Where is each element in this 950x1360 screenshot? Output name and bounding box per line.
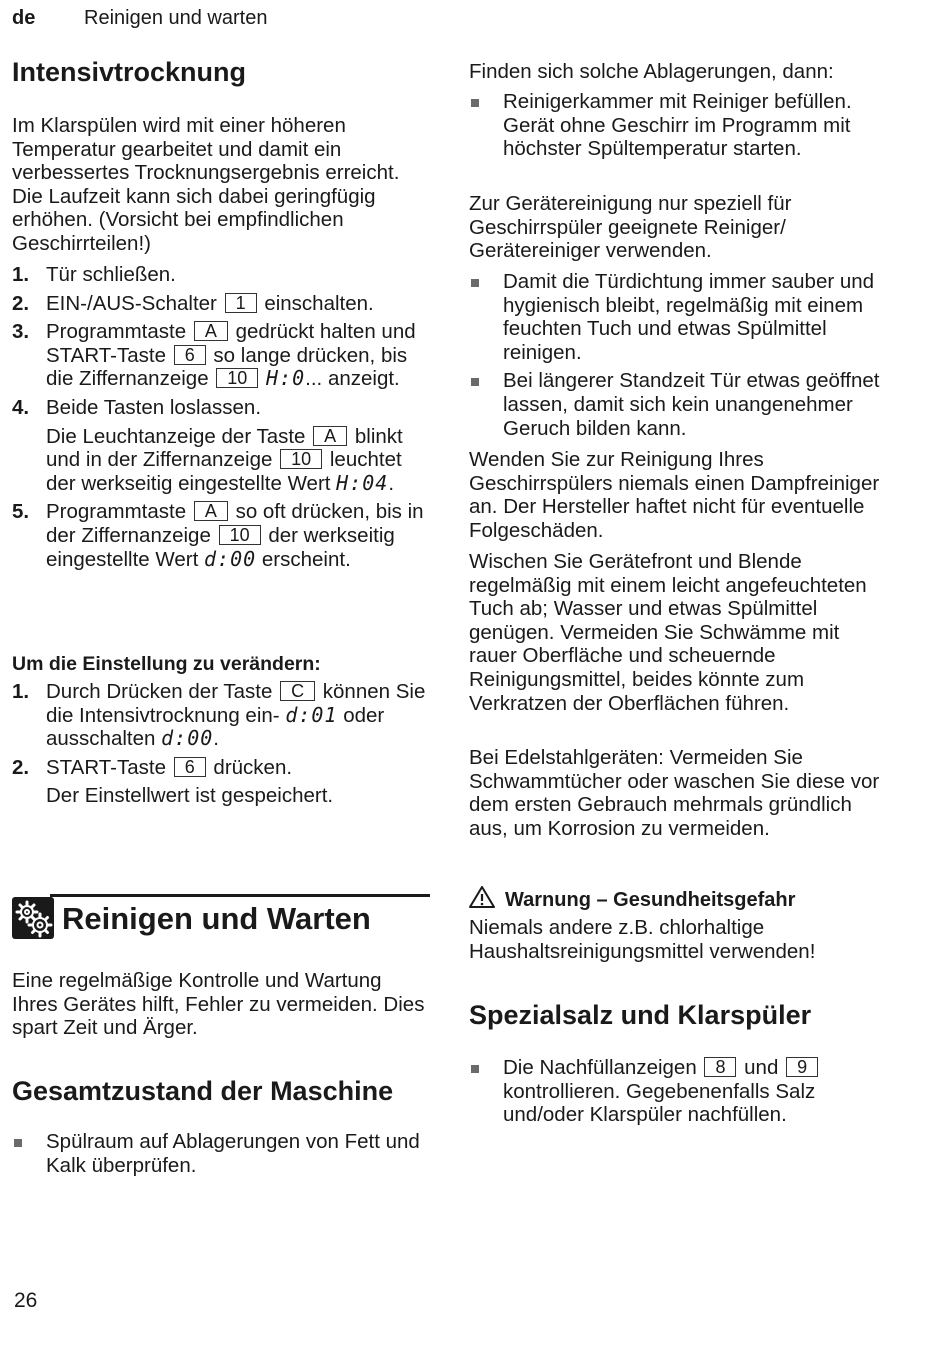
step-text: so oft drücken, bis in der Ziffernanzeige bbox=[46, 500, 424, 547]
dampf-paragraph: Wenden Sie zur Reinigung Ihres Geschirrspülers niemals einen Dampfreiniger an. Der Hersteller haftet nicht für eventuelle Folgeschäden. bbox=[469, 448, 880, 542]
step-number: 1. bbox=[12, 680, 30, 703]
step-number: 4. bbox=[12, 395, 30, 419]
step-text: einschalten. bbox=[264, 291, 374, 315]
warning-title-text: Warnung – Gesundheitsgefahr bbox=[505, 889, 796, 911]
step-number: 3. bbox=[12, 320, 30, 344]
step-text: EIN-/AUS-Schalter bbox=[46, 291, 217, 315]
reinigen-paragraph: Eine regelmäßige Kontrolle und Wartung Ihres Gerätes hilft, Fehler zu vermeiden. Dies spart Zeit und Ärger. bbox=[12, 969, 425, 1040]
running-title: Reinigen und warten bbox=[84, 7, 268, 29]
heading-gesamtzustand: Gesamtzustand der Maschine bbox=[12, 1076, 394, 1106]
step-text: Programmtaste bbox=[46, 500, 187, 524]
step-3 bbox=[12, 320, 432, 391]
step-text: ... anzeigt. bbox=[305, 367, 400, 391]
key-label: 10 bbox=[216, 368, 258, 388]
step-number: 2. bbox=[12, 291, 30, 315]
key-label: A bbox=[313, 426, 347, 446]
step-text: können Sie die Intensivtrocknung ein- bbox=[46, 680, 426, 727]
key-label: A bbox=[194, 321, 228, 341]
step-text: . bbox=[388, 471, 395, 495]
list-item-text: Die Nachfüllanzeigen bbox=[503, 1056, 697, 1079]
gears-icon bbox=[12, 897, 54, 939]
step-text: drücken. bbox=[213, 755, 293, 779]
subheading-change-setting: Um die Einstellung zu verändern: bbox=[12, 653, 321, 675]
step-number: 1. bbox=[12, 263, 30, 286]
key-label: A bbox=[194, 501, 228, 521]
key-label: 8 bbox=[704, 1057, 736, 1077]
step-text: der werkseitig eingestellte Wert bbox=[46, 523, 395, 571]
list-item-text: Bei längerer Standzeit Tür etwas geöffnet lassen, damit sich kein unangenehmer Geruch bilden kann. bbox=[503, 369, 880, 440]
list-item-text: Damit die Türdichtung immer sauber und hygienisch bleibt, regelmäßig mit einem feuchten Tuch und etwas Spülmittel reinigen. bbox=[503, 270, 875, 364]
step-2 bbox=[12, 292, 432, 316]
list-item bbox=[469, 90, 889, 161]
geraete-paragraph: Zur Gerätereinigung nur speziell für Geschirrspüler geeignete Reiniger/ Gerätereiniger verwenden. bbox=[469, 192, 792, 263]
heading-intensivtrocknung: Intensivtrocknung bbox=[12, 57, 247, 87]
step-text: . bbox=[213, 727, 219, 751]
step-text: oder ausschalten bbox=[46, 703, 385, 751]
step-text: Tür schließen. bbox=[46, 263, 176, 286]
warning-triangle-icon bbox=[469, 886, 495, 914]
wischen-paragraph: Wischen Sie Gerätefront und Blende regelmäßig mit einem leicht angefeuchteten Tuch ab; Wasser und etwas Spülmittel genügen. Vermeiden Sie Schwämme mit rauer Oberfläche und scheuernde Reinigungsmittel, beides könnte zum Verkratzen der Oberflächen führen. bbox=[469, 550, 867, 715]
list-item bbox=[469, 1056, 889, 1127]
page-header bbox=[12, 6, 267, 30]
step-text: Beide Tasten loslassen. bbox=[46, 395, 262, 419]
bullet-square bbox=[14, 1139, 22, 1147]
step-5 bbox=[12, 500, 432, 571]
step-continuation bbox=[46, 425, 432, 496]
change-step-1 bbox=[12, 680, 432, 751]
key-label: 9 bbox=[786, 1057, 818, 1077]
step-text: START-Taste bbox=[46, 755, 166, 779]
finden-paragraph: Finden sich solche Ablagerungen, dann: bbox=[469, 60, 834, 83]
step-text: so lange drücken, bis die Ziffernanzeige bbox=[46, 343, 408, 391]
bullet-square bbox=[471, 378, 479, 386]
list-item bbox=[469, 270, 889, 364]
display-code: H:0 bbox=[266, 366, 306, 391]
intro-paragraph: Im Klarspülen wird mit einer höheren Temperatur gearbeitet und damit ein verbessertes Trocknungsergebnis erreicht. Die Laufzeit kann sich dabei geringfügig erhöhen. (Vorsicht bei empfindlichen Geschirrteilen!) bbox=[12, 114, 400, 255]
section-rule bbox=[50, 894, 430, 897]
salz-list bbox=[469, 1056, 889, 1127]
list-item-text: Spülraum auf Ablagerungen von Fett und Kalk überprüfen. bbox=[46, 1130, 420, 1177]
bullet-square bbox=[471, 279, 479, 287]
kammer-list bbox=[469, 90, 889, 161]
list-item bbox=[12, 1130, 432, 1177]
heading-reinigen-und-warten: Reinigen und Warten bbox=[62, 901, 371, 936]
list-item-text: Reinigerkammer mit Reiniger befüllen. Gerät ohne Geschirr im Programm mit höchster Spültemperatur starten. bbox=[503, 90, 852, 161]
list-item bbox=[469, 369, 889, 440]
step-text: blinkt und in der Ziffernanzeige bbox=[46, 424, 403, 472]
warning-text: Niemals andere z.B. chlorhaltige Haushaltsreinigungsmittel verwenden! bbox=[469, 916, 816, 963]
key-label: 6 bbox=[174, 345, 206, 365]
display-code: d:01 bbox=[285, 702, 338, 727]
step-text: Programmtaste bbox=[46, 320, 187, 344]
step-text: leuchtet der werkseitig eingestellte Wert bbox=[46, 448, 402, 495]
list-item-text: und bbox=[744, 1056, 779, 1079]
step-4 bbox=[12, 396, 432, 495]
edelstahl-paragraph: Bei Edelstahlgeräten: Vermeiden Sie Schwammtücher oder waschen Sie diese vor dem ersten Gebrauch mehrmals gründlich aus, um Korrosion zu vermeiden. bbox=[469, 746, 880, 840]
language-code: de bbox=[12, 7, 36, 29]
bullet-square bbox=[471, 1065, 479, 1073]
list-item-text: kontrollieren. Gegebenenfalls Salz und/oder Klarspüler nachfüllen. bbox=[503, 1079, 816, 1127]
display-code: H:04 bbox=[336, 470, 389, 495]
key-label: 10 bbox=[280, 449, 322, 469]
warning-title bbox=[469, 886, 889, 914]
step-1 bbox=[12, 263, 432, 287]
intensiv-steps bbox=[12, 263, 432, 571]
display-code: d:00 bbox=[161, 726, 214, 751]
step-number: 2. bbox=[12, 755, 30, 779]
step-text: gedrückt halten und START-Taste bbox=[46, 320, 416, 367]
step-text: erscheint. bbox=[261, 547, 351, 571]
change-step-2 bbox=[12, 756, 432, 808]
display-code: d:00 bbox=[204, 546, 257, 571]
key-label: 1 bbox=[225, 293, 257, 313]
bullet-square bbox=[471, 99, 479, 107]
step-continuation: Der Einstellwert ist gespeichert. bbox=[46, 784, 334, 808]
gesamt-list bbox=[12, 1130, 432, 1177]
step-text: Durch Drücken der Taste bbox=[46, 680, 273, 703]
change-steps bbox=[12, 680, 432, 808]
step-text: Die Leuchtanzeige der Taste bbox=[46, 424, 306, 448]
pflege-list bbox=[469, 270, 889, 440]
page-number: 26 bbox=[14, 1289, 38, 1312]
heading-spezialsalz: Spezialsalz und Klarspüler bbox=[469, 1000, 812, 1030]
step-number: 5. bbox=[12, 500, 30, 524]
key-label: 10 bbox=[219, 525, 261, 545]
key-label: C bbox=[280, 681, 315, 701]
key-label: 6 bbox=[174, 757, 206, 777]
